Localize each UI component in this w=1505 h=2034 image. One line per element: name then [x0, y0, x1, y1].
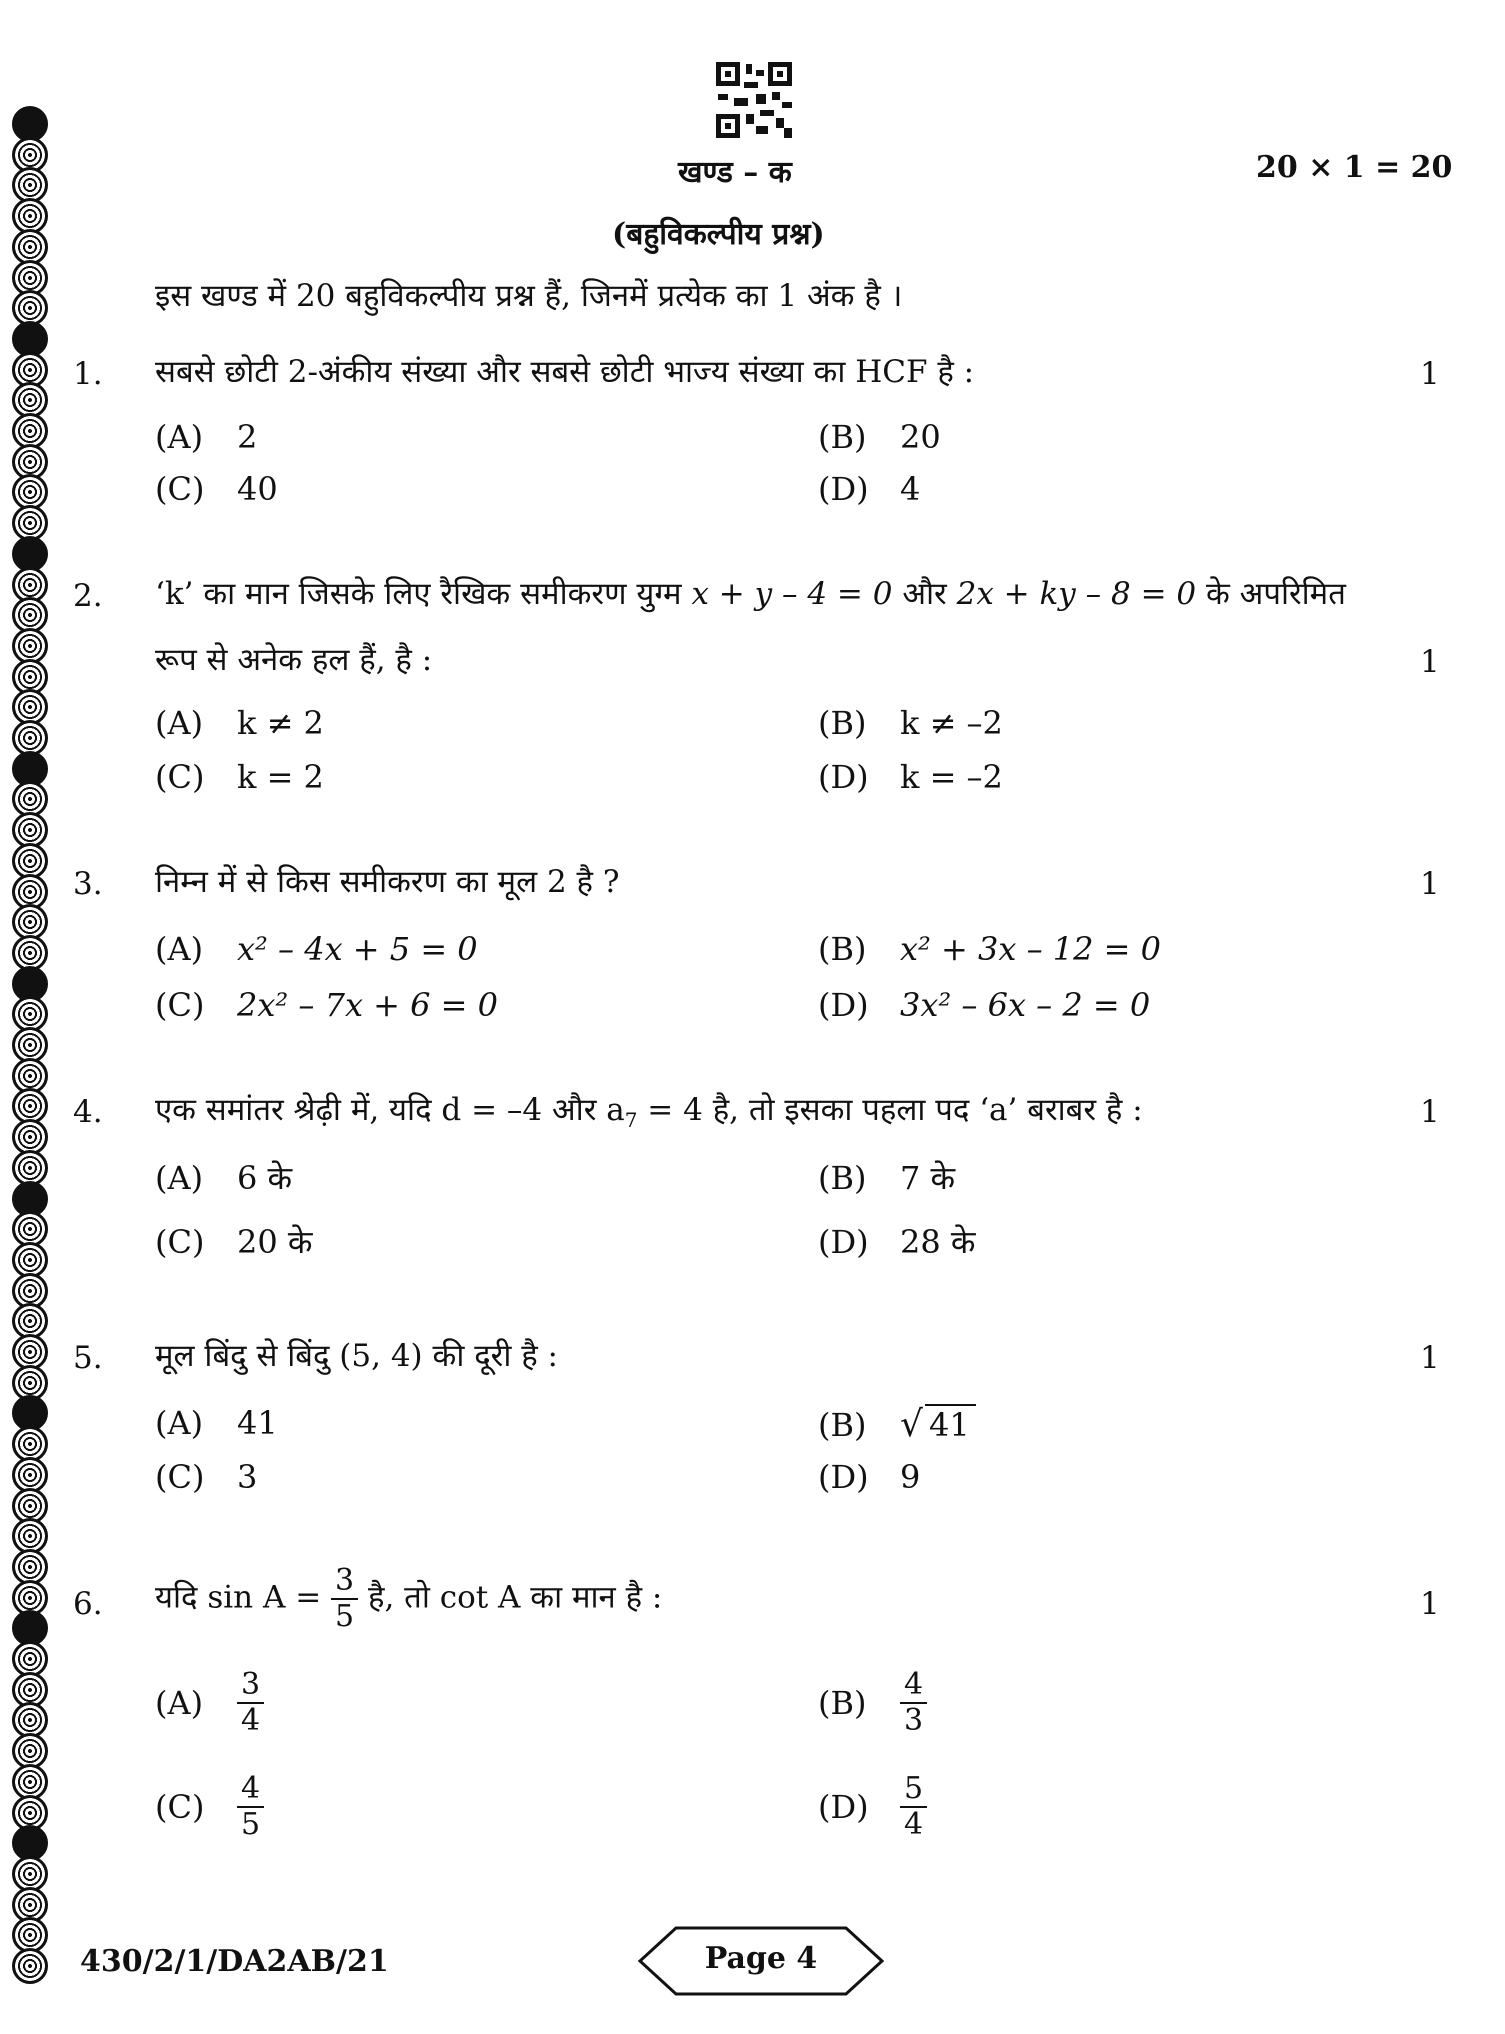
option-label: (B) [818, 704, 867, 742]
option-b [818, 1156, 955, 1199]
option-value: 4 [900, 470, 921, 508]
fraction [331, 1564, 358, 1634]
question-number: 5. [73, 1340, 103, 1376]
option-value: x² + 3x – 12 = 0 [900, 930, 1162, 968]
option-value: 28 के [900, 1223, 976, 1261]
fraction [900, 1668, 927, 1738]
text-part: है, तो cot A का मान है : [368, 1579, 663, 1616]
option-value: 41 [925, 1404, 976, 1444]
option-value: 20 के [237, 1223, 313, 1261]
qr-code-icon [716, 62, 792, 138]
text-part: यदि sin A = [155, 1579, 322, 1616]
option-a [155, 930, 478, 968]
text-part: ‘k’ का मान जिसके लिए रैखिक समीकरण युग्म [155, 576, 682, 612]
question-text [155, 1564, 662, 1634]
question-mark: 1 [1420, 1094, 1440, 1130]
option-label: (A) [155, 1404, 204, 1442]
option-value: k = 2 [237, 758, 324, 796]
question-number: 4. [73, 1094, 103, 1130]
option-d [818, 986, 1150, 1024]
numerator: 3 [237, 1668, 264, 1704]
text-part: एक समांतर श्रेढ़ी में, यदि d = –4 और a [155, 1092, 625, 1128]
question-mark: 1 [1420, 1340, 1440, 1376]
option-value: k = –2 [900, 758, 1003, 796]
denominator: 4 [241, 1703, 261, 1738]
option-label: (B) [818, 930, 867, 968]
option-value: 7 के [900, 1159, 956, 1197]
option-value: x² – 4x + 5 = 0 [237, 930, 478, 968]
option-value: 2x² – 7x + 6 = 0 [237, 986, 499, 1024]
option-c [155, 470, 278, 508]
option-c [155, 1220, 312, 1263]
option-b [818, 418, 941, 456]
numerator: 3 [331, 1564, 358, 1600]
option-label: (B) [818, 1159, 867, 1197]
option-label: (D) [818, 758, 869, 796]
option-label: (D) [818, 1223, 869, 1261]
option-value: 40 [237, 470, 278, 508]
option-label: (B) [818, 1406, 867, 1444]
section-instruction: इस खण्ड में 20 बहुविकल्पीय प्रश्न हैं, जिनमें प्रत्येक का 1 अंक है । [155, 278, 903, 314]
option-label: (D) [818, 1458, 869, 1496]
option-a [155, 418, 257, 456]
question-text-line2: रूप से अनेक हल हैं, है : [155, 642, 433, 678]
option-c [155, 758, 324, 796]
option-a [155, 1156, 292, 1199]
option-d [818, 1458, 920, 1496]
numerator: 4 [900, 1668, 927, 1704]
question-mark: 1 [1420, 866, 1440, 902]
option-label: (D) [818, 1788, 869, 1826]
question-text: सबसे छोटी 2-अंकीय संख्या और सबसे छोटी भाज्य संख्या का HCF है : [155, 354, 975, 390]
option-d [818, 1772, 927, 1842]
option-value: 41 [237, 1404, 278, 1442]
option-label: (B) [818, 1684, 867, 1722]
option-value: 2 [237, 418, 258, 456]
denominator: 5 [241, 1807, 261, 1842]
option-a [155, 704, 324, 742]
option-c [155, 1458, 257, 1496]
option-c [155, 1772, 264, 1842]
option-d [818, 470, 920, 508]
option-label: (C) [155, 1458, 205, 1496]
option-value: k ≠ –2 [900, 704, 1003, 742]
section-title: खण्ड – क [678, 155, 792, 190]
option-b [818, 1668, 927, 1738]
question-number: 1. [73, 356, 103, 392]
option-value: 3x² – 6x – 2 = 0 [900, 986, 1151, 1024]
option-value: 3 [237, 1458, 258, 1496]
option-value: 6 के [237, 1159, 293, 1197]
option-d [818, 758, 1003, 796]
subscript: 7 [624, 1108, 638, 1133]
option-label: (D) [818, 986, 869, 1024]
text-part: के अपरिमित [1205, 576, 1346, 612]
option-b [818, 1404, 976, 1445]
question-mark: 1 [1420, 1586, 1440, 1622]
denominator: 5 [335, 1599, 355, 1634]
equation: 2x + ky – 8 = 0 [956, 576, 1197, 612]
paper-code: 430/2/1/DA2AB/21 [80, 1944, 389, 1979]
option-b [818, 930, 1161, 968]
text-part: और [902, 576, 947, 612]
fraction [237, 1772, 264, 1842]
sqrt-icon: √ [900, 1404, 923, 1445]
page-number: Page 4 [704, 1941, 818, 1976]
option-value: 9 [900, 1458, 921, 1496]
option-label: (D) [818, 470, 869, 508]
option-label: (C) [155, 758, 205, 796]
option-label: (A) [155, 930, 204, 968]
option-a [155, 1668, 264, 1738]
option-value: 20 [900, 418, 941, 456]
margin-ring-strip [10, 106, 54, 1996]
fraction [900, 1772, 927, 1842]
question-number: 3. [73, 866, 103, 902]
question-mark: 1 [1420, 644, 1440, 680]
option-d [818, 1220, 975, 1263]
option-b [818, 704, 1003, 742]
numerator: 5 [900, 1772, 927, 1808]
question-text [155, 574, 1346, 614]
option-label: (C) [155, 1223, 205, 1261]
question-text: निम्न में से किस समीकरण का मूल 2 है ? [155, 864, 620, 900]
section-subtitle: (बहुविकल्पीय प्रश्न) [612, 217, 825, 252]
question-number: 2. [73, 578, 103, 614]
denominator: 3 [904, 1703, 924, 1738]
question-mark: 1 [1420, 356, 1440, 392]
text-part: = 4 है, तो इसका पहला पद ‘a’ बराबर है : [637, 1092, 1143, 1128]
fraction [237, 1668, 264, 1738]
section-marks: 20 × 1 = 20 [1256, 150, 1453, 185]
option-label: (A) [155, 704, 204, 742]
option-c [155, 986, 498, 1024]
question-text: मूल बिंदु से बिंदु (5, 4) की दूरी है : [155, 1338, 558, 1374]
option-label: (A) [155, 418, 204, 456]
option-label: (A) [155, 1684, 204, 1722]
option-label: (C) [155, 986, 205, 1024]
option-a [155, 1404, 278, 1442]
denominator: 4 [904, 1807, 924, 1842]
question-number: 6. [73, 1586, 103, 1622]
question-text [155, 1090, 1143, 1140]
option-label: (A) [155, 1159, 204, 1197]
option-label: (C) [155, 1788, 205, 1826]
option-label: (C) [155, 470, 205, 508]
option-value: k ≠ 2 [237, 704, 324, 742]
page-number-box [636, 1925, 886, 1997]
option-label: (B) [818, 418, 867, 456]
numerator: 4 [237, 1772, 264, 1808]
equation: x + y – 4 = 0 [691, 576, 893, 612]
margin-ring-icon [12, 1948, 48, 1984]
